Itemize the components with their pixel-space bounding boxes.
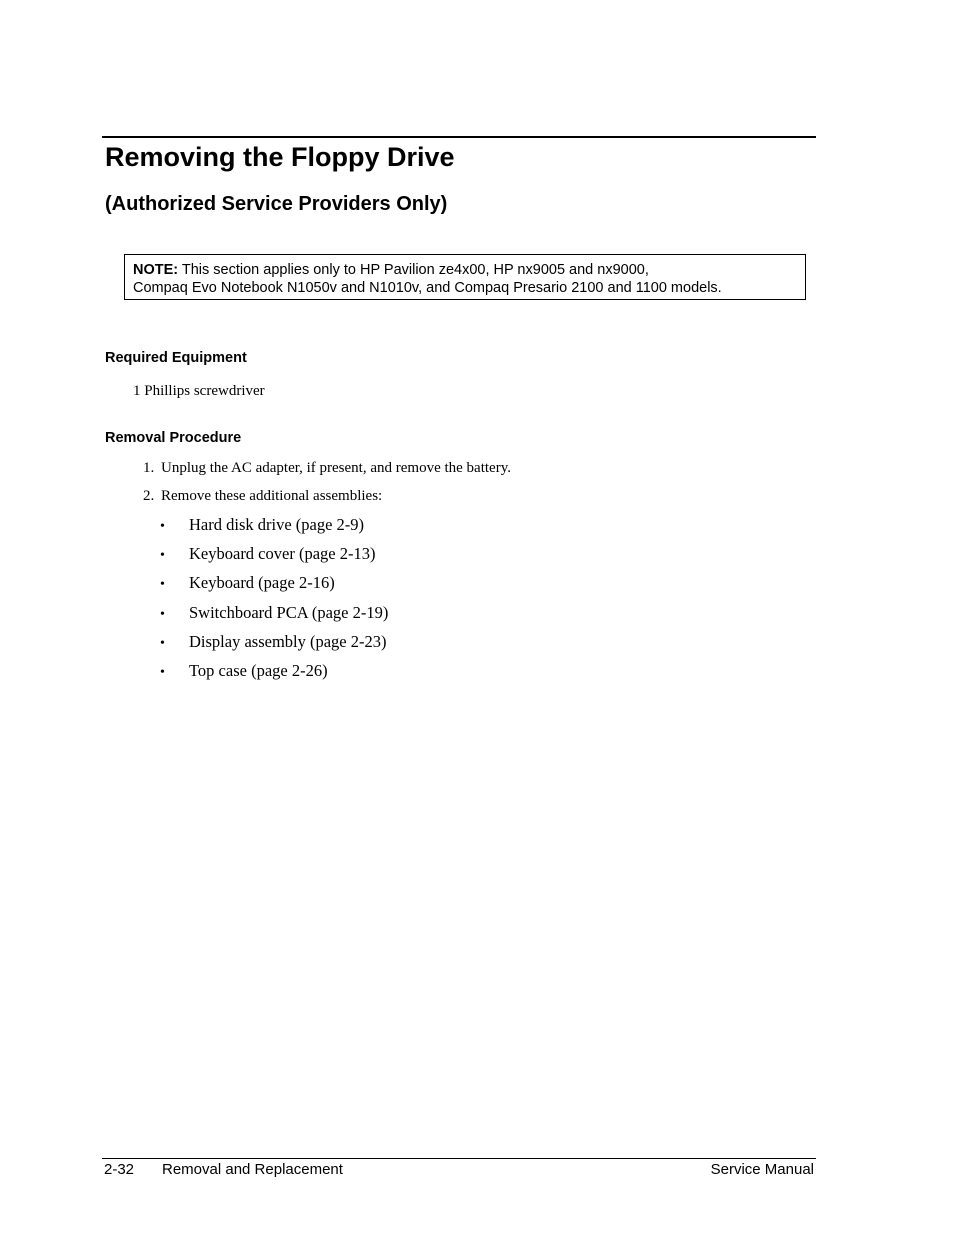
bullet-icon: • <box>160 548 165 564</box>
removal-procedure-heading: Removal Procedure <box>105 430 242 446</box>
procedure-steps <box>143 458 511 514</box>
note-box <box>124 254 806 300</box>
footer-manual-title: Service Manual <box>710 1161 814 1178</box>
assembly-link[interactable]: Switchboard PCA (page 2-19) <box>189 602 389 622</box>
note-line-1 <box>133 261 797 279</box>
bullet-icon: • <box>160 635 165 651</box>
page-title: Removing the Floppy Drive <box>105 142 455 172</box>
assembly-item <box>160 631 388 660</box>
assembly-link[interactable]: Keyboard (page 2-16) <box>189 573 335 593</box>
assembly-link[interactable]: Top case (page 2-26) <box>189 660 328 680</box>
note-line-2: Compaq Evo Notebook N1050v and N1010v, and Compaq Presario 2100 and 1100 models. <box>133 280 722 296</box>
footer-page-number: 2-32 <box>104 1161 135 1178</box>
bullet-icon: • <box>160 664 165 680</box>
assembly-list <box>160 514 388 689</box>
note-text-1: This section applies only to HP Pavilion ze4x00, HP nx9005 and nx9000, <box>178 262 649 278</box>
procedure-step <box>143 458 511 486</box>
bullet-icon: • <box>160 606 165 622</box>
note-label: NOTE: <box>133 262 179 278</box>
step-number: 2. <box>143 488 155 504</box>
bullet-icon: • <box>160 577 165 593</box>
assembly-item <box>160 572 388 601</box>
procedure-step <box>143 486 511 514</box>
step-number: 1. <box>143 460 155 476</box>
assembly-link[interactable]: Keyboard cover (page 2-13) <box>189 544 376 564</box>
footer-section: Removal and Replacement <box>162 1161 343 1178</box>
assembly-link[interactable]: Hard disk drive (page 2-9) <box>189 515 365 534</box>
header-rule <box>102 136 816 138</box>
page-subtitle: (Authorized Service Providers Only) <box>105 193 448 215</box>
bullet-icon: • <box>160 519 165 534</box>
footer-rule <box>102 1158 816 1159</box>
assembly-link[interactable]: Display assembly (page 2-23) <box>189 631 387 651</box>
assembly-item <box>160 602 388 631</box>
step-text: Unplug the AC adapter, if present, and remove the battery. <box>161 460 511 476</box>
equipment-item: 1 Phillips screwdriver <box>133 383 265 399</box>
assembly-item <box>160 543 388 572</box>
assembly-item <box>160 660 388 689</box>
required-equipment-heading: Required Equipment <box>105 350 247 366</box>
assembly-item <box>160 514 388 543</box>
step-text: Remove these additional assemblies: <box>161 488 383 504</box>
